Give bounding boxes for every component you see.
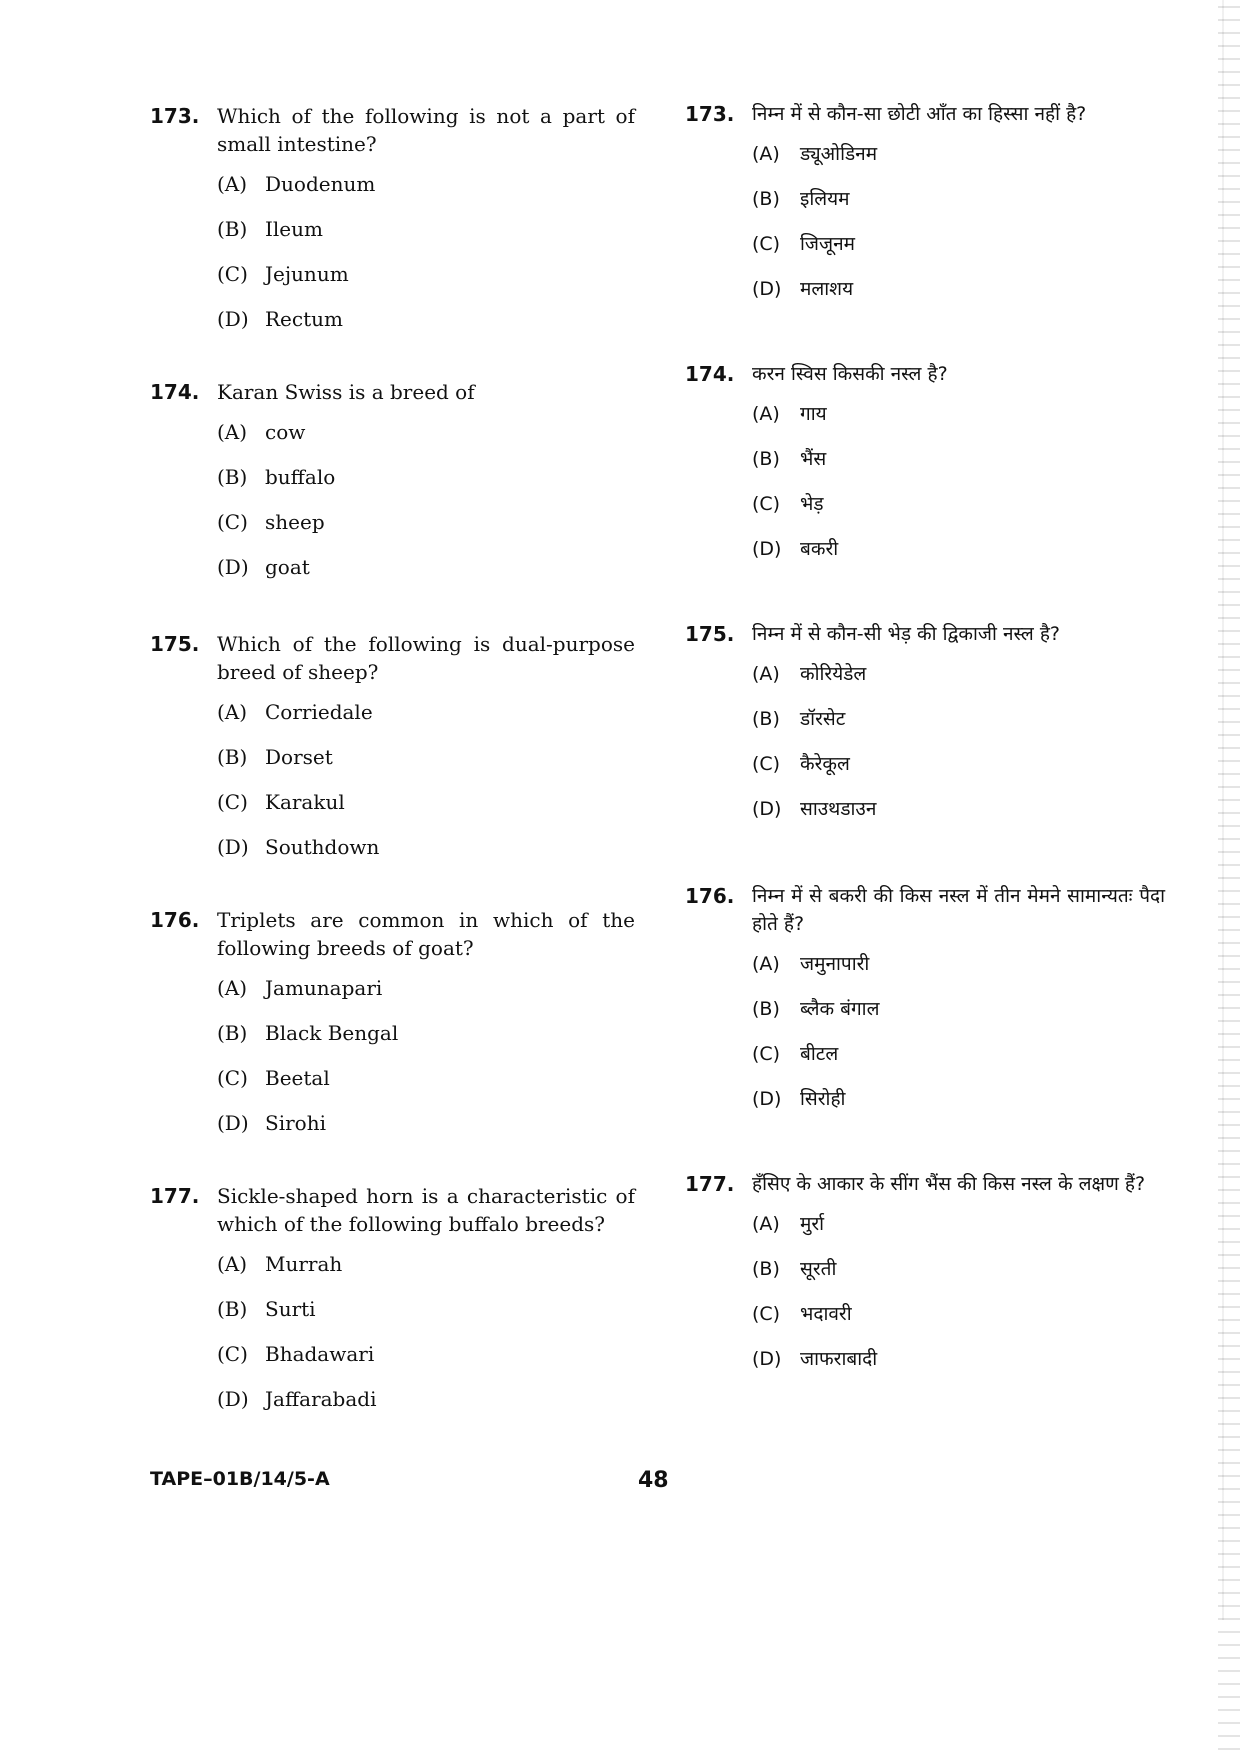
option-b: (B) सूरती bbox=[752, 1258, 837, 1280]
option-c: (C) Beetal bbox=[217, 1066, 330, 1090]
option-list bbox=[685, 388, 1165, 568]
question-text: Which of the following is not a part of small intestine? bbox=[217, 104, 635, 156]
option-d: (D) बकरी bbox=[752, 538, 839, 560]
binding-edge-shadow bbox=[1218, 0, 1240, 1755]
option-c: (C) कैरेकूल bbox=[752, 753, 850, 775]
question-text: निम्न में से कौन-सा छोटी आँत का हिस्सा नहीं है? bbox=[752, 103, 1087, 125]
option-c: (C) भदावरी bbox=[752, 1303, 852, 1325]
option-a: (A) Corriedale bbox=[217, 700, 373, 724]
question-text: निम्न में से बकरी की किस नस्ल में तीन मेमने सामान्यतः पैदा होते हैं? bbox=[752, 885, 1165, 935]
question-text: हँसिए के आकार के सींग भैंस की किस नस्ल के लक्षण हैं? bbox=[752, 1173, 1146, 1195]
question-text: Triplets are common in which of the following breeds of goat? bbox=[217, 908, 635, 960]
option-list bbox=[685, 648, 1165, 828]
option-d: (D) साउथडाउन bbox=[752, 798, 877, 820]
option-b: (B) इलियम bbox=[752, 188, 850, 210]
option-b: (B) Dorset bbox=[217, 745, 333, 769]
question-text: Sickle-shaped horn is a characteristic of which of the following buffalo breeds? bbox=[217, 1184, 635, 1236]
option-list bbox=[150, 1238, 635, 1418]
option-b: (B) ब्लैक बंगाल bbox=[752, 998, 880, 1020]
question-177-hi bbox=[685, 1170, 1165, 1378]
option-d: (D) Rectum bbox=[217, 307, 343, 331]
question-177-en bbox=[150, 1182, 635, 1418]
question-number: 174. bbox=[150, 380, 200, 404]
question-number: 173. bbox=[685, 102, 735, 126]
question-number: 175. bbox=[150, 632, 200, 656]
option-b: (B) Surti bbox=[217, 1297, 316, 1321]
option-list bbox=[150, 686, 635, 866]
question-176-en bbox=[150, 906, 635, 1142]
option-b: (B) भैंस bbox=[752, 448, 827, 470]
option-list bbox=[150, 158, 635, 338]
option-d: (D) Jaffarabadi bbox=[217, 1387, 377, 1411]
question-number: 173. bbox=[150, 104, 200, 128]
option-d: (D) Sirohi bbox=[217, 1111, 326, 1135]
question-175-en bbox=[150, 630, 635, 866]
question-175-hi bbox=[685, 620, 1165, 828]
option-list bbox=[685, 1198, 1165, 1378]
option-d: (D) मलाशय bbox=[752, 278, 854, 300]
option-a: (A) cow bbox=[217, 420, 306, 444]
question-text: Karan Swiss is a breed of bbox=[217, 380, 475, 404]
question-number: 177. bbox=[685, 1172, 735, 1196]
option-c: (C) बीटल bbox=[752, 1043, 839, 1065]
option-b: (B) Black Bengal bbox=[217, 1021, 399, 1045]
option-a: (A) Jamunapari bbox=[217, 976, 383, 1000]
question-number: 175. bbox=[685, 622, 735, 646]
option-a: (A) जमुनापारी bbox=[752, 953, 870, 975]
option-b: (B) Ileum bbox=[217, 217, 323, 241]
question-174-hi bbox=[685, 360, 1165, 568]
option-list bbox=[685, 128, 1165, 308]
option-list bbox=[685, 938, 1165, 1118]
question-text: निम्न में से कौन-सी भेड़ की द्विकाजी नस्ल है? bbox=[752, 623, 1061, 645]
option-d: (D) जाफराबादी bbox=[752, 1348, 878, 1370]
question-173-hi bbox=[685, 100, 1165, 308]
question-173-en bbox=[150, 102, 635, 338]
option-b: (B) डॉरसेट bbox=[752, 708, 846, 730]
paper-code: TAPE–01B/14/5-A bbox=[150, 1468, 330, 1490]
option-a: (A) ड्यूओडिनम bbox=[752, 143, 878, 165]
option-b: (B) buffalo bbox=[217, 465, 336, 489]
question-text: Which of the following is dual-purpose breed of sheep? bbox=[217, 632, 635, 684]
option-a: (A) कोरियेडेल bbox=[752, 663, 867, 685]
option-list bbox=[150, 962, 635, 1142]
question-number: 174. bbox=[685, 362, 735, 386]
option-d: (D) सिरोही bbox=[752, 1088, 846, 1110]
page-number: 48 bbox=[638, 1468, 669, 1493]
question-number: 176. bbox=[150, 908, 200, 932]
option-a: (A) गाय bbox=[752, 403, 827, 425]
option-a: (A) मुर्रा bbox=[752, 1213, 825, 1235]
question-176-hi bbox=[685, 882, 1165, 1118]
option-c: (C) Jejunum bbox=[217, 262, 349, 286]
option-c: (C) sheep bbox=[217, 510, 325, 534]
question-number: 176. bbox=[685, 884, 735, 908]
option-c: (C) भेड़ bbox=[752, 493, 824, 515]
option-d: (D) Southdown bbox=[217, 835, 380, 859]
question-number: 177. bbox=[150, 1184, 200, 1208]
option-list bbox=[150, 406, 635, 586]
option-c: (C) Karakul bbox=[217, 790, 345, 814]
option-a: (A) Duodenum bbox=[217, 172, 376, 196]
question-text: करन स्विस किसकी नस्ल है? bbox=[752, 363, 948, 385]
option-c: (C) जिजूनम bbox=[752, 233, 856, 255]
option-d: (D) goat bbox=[217, 555, 310, 579]
option-a: (A) Murrah bbox=[217, 1252, 343, 1276]
option-c: (C) Bhadawari bbox=[217, 1342, 375, 1366]
question-174-en bbox=[150, 378, 635, 586]
